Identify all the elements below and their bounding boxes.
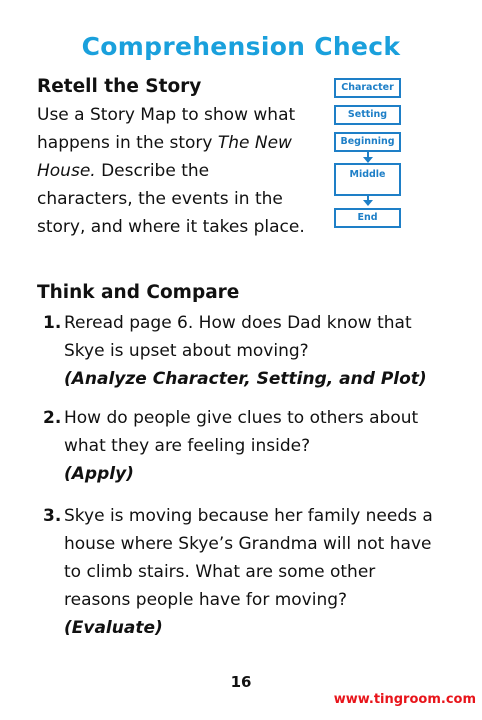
story-map-diagram [334, 78, 403, 230]
question-text: How do people give clues to others about what they are feeling inside? [64, 408, 419, 456]
story-map-setting: Setting [334, 105, 401, 125]
question-skill-tag: (Evaluate) [64, 618, 163, 638]
arrow-down-icon [363, 200, 373, 206]
story-map-character: Character [334, 78, 401, 98]
retell-text-before: Use a Story Map to show what happens in the story [37, 105, 296, 153]
question-number: 1. [43, 313, 62, 333]
question-item [37, 404, 437, 488]
question-text: Reread page 6. How does Dad know that Skye is upset about moving? [64, 313, 412, 361]
story-map-end: End [334, 208, 401, 228]
question-skill-tag: (Analyze Character, Setting, and Plot) [64, 369, 427, 389]
question-item [37, 309, 437, 393]
question-number: 2. [43, 408, 62, 428]
retell-paragraph [37, 101, 307, 241]
question-item [37, 502, 437, 642]
page-number: 16 [230, 673, 252, 691]
retell-text-after: Describe the characters, the events in the story, and where it takes place. [37, 161, 305, 237]
page-title: Comprehension Check [81, 32, 401, 61]
story-map-middle: Middle [334, 163, 401, 196]
question-body [64, 309, 434, 393]
watermark-link[interactable]: www.tingroom.com [333, 692, 476, 707]
question-body [64, 502, 434, 642]
question-text: Skye is moving because her family needs a house where Skye’s Grandma will not have to climb stairs. What are some other reasons people have for moving? [64, 506, 433, 610]
think-heading: Think and Compare [37, 282, 240, 303]
question-body [64, 404, 434, 488]
retell-heading: Retell the Story [37, 76, 202, 97]
story-map-beginning: Beginning [334, 132, 401, 152]
question-number: 3. [43, 506, 62, 526]
book-title: The New House. [37, 133, 292, 181]
question-skill-tag: (Apply) [64, 464, 134, 484]
